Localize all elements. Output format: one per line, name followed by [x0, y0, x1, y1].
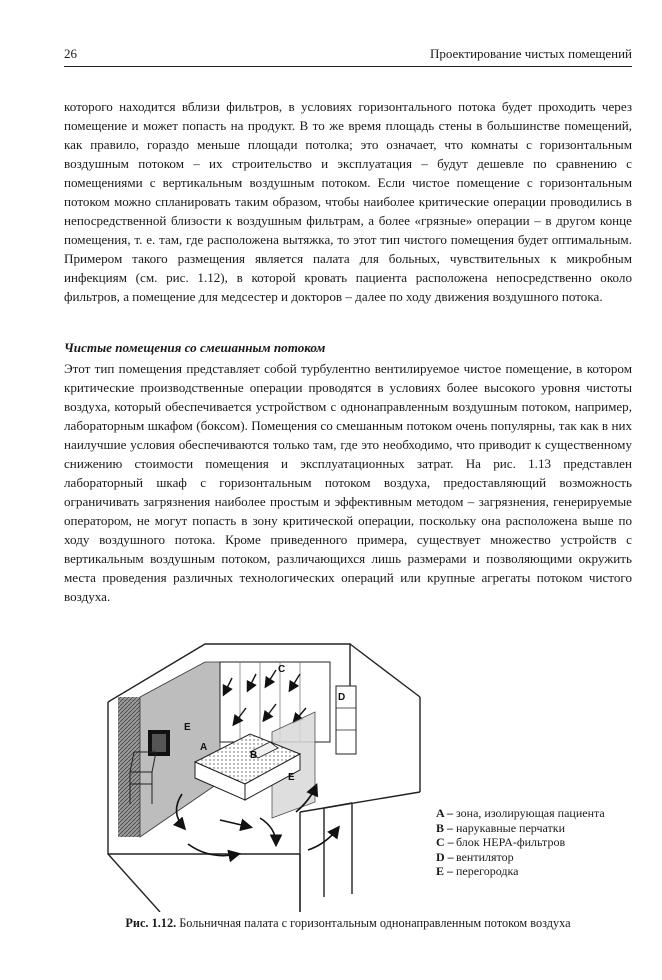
label-e-left: E	[184, 722, 191, 733]
legend-text: перегородка	[456, 864, 519, 878]
figure-caption	[64, 916, 632, 931]
legend-row-a	[436, 806, 636, 821]
label-c: C	[278, 664, 286, 675]
paragraph-1: которого находится вблизи фильтров, в условиях горизонтального потока будет проходить через помещение и может попасть на продукт. В то же время площадь стены в большинстве помещений, как правило, гораздо меньше площади потолка; это означает, что комнаты с горизонтальным воздушным потоком – их строительство и эксплуатация – будут дешевле по сравнению с помещениями с вертикальным воздушным потоком. Если чистое помещение с горизонтальным потоком можно спланировать таким образом, чтобы наиболее критические операции проводились в непосредственной близости к воздушным фильтрам, а более «грязные» операции – в другом конце помещения, т. е. там, где расположена вытяжка, то этот тип чистого помещения будет оптимальным. Примером такого размещения является палата для больных, чувствительных к микробным инфекциям (см. рис. 1.12), в которой кровать пациента расположена непосредственно около фильтров, а помещение для медсестер и докторов – далее по ходу движения воздушного потока.	[64, 99, 632, 304]
caption-text: Больничная палата с горизонтальным однонаправленным потоком воздуха	[179, 916, 571, 930]
wall-panel-left	[118, 697, 140, 837]
legend-key: E –	[436, 864, 454, 878]
header-rule	[64, 66, 632, 67]
label-d: D	[338, 692, 346, 703]
legend-key: C –	[436, 835, 454, 849]
legend-text: блок HEPA-фильтров	[456, 835, 566, 849]
legend-text: вентилятор	[456, 849, 514, 864]
figure-legend	[436, 806, 636, 879]
section-heading: Чистые помещения со смешанным потоком	[64, 340, 326, 355]
caption-label: Рис. 1.12.	[125, 916, 177, 930]
legend-row-b	[436, 821, 636, 836]
legend-key: A –	[436, 806, 454, 820]
label-b: B	[250, 750, 258, 761]
running-header	[64, 46, 632, 66]
legend-text: зона, изолирующая пациента	[456, 806, 605, 820]
figure-hospital-ward	[100, 622, 460, 912]
label-e-right: E	[288, 772, 295, 783]
running-title: Проектирование чистых помещений	[429, 46, 632, 61]
paragraph-2: Этот тип помещения представляет собой турбулентно вентилируемое чистое помещение, в котором критические производственные операции проводятся в условиях более высокого уровня чистоты воздуха, который обеспечивается устройством с однонаправленным воздушным потоком, например, лабораторным шкафом (боксом). Помещения со смешанным потоком очень популярны, так как в них наилучшие условия обеспечиваются только там, где это необходимо, что приводит к существенному снижению стоимости помещения и эксплуатационных затрат. На рис. 1.13 представлен лабораторный шкаф с горизонтальным потоком воздуха, предоставляющий возможность ограничивать загрязнения наиболее простым и эффективным методом – загрязнения, генерируемые оператором, не могут попасть в зону критической операции, поскольку она расположена выше по ходу воздушного потока. Кроме приведенного примера, существует множество устройств с вертикальным воздушным потоком, различающихся лишь размерами и позволяющими окружить места проведения различных технологических операций или крупные агрегаты потоком чистого воздуха.	[64, 361, 632, 604]
legend-row-e	[436, 864, 636, 879]
legend-row-d	[436, 850, 636, 865]
legend-text: нарукавные перчатки	[456, 820, 566, 835]
legend-row-c	[436, 835, 636, 850]
page-number: 26	[64, 46, 77, 61]
legend-key: D –	[436, 849, 454, 864]
label-a: A	[200, 742, 208, 753]
legend-key: B –	[436, 820, 454, 835]
ward-illustration	[100, 622, 460, 912]
